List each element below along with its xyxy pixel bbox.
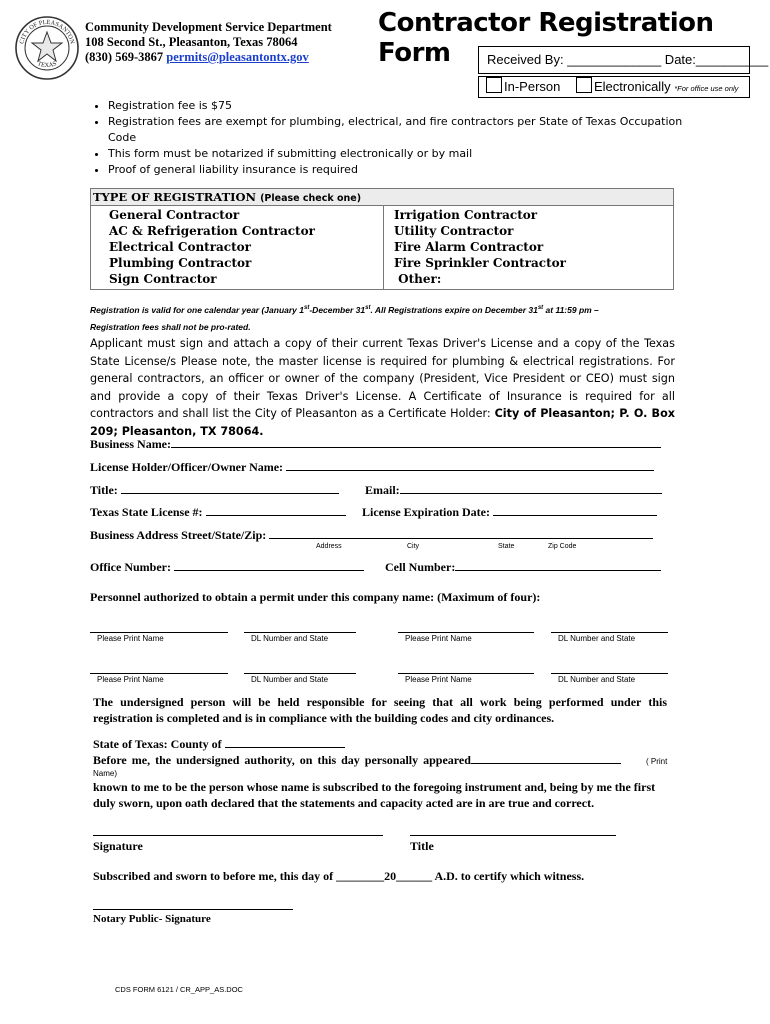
address-sublabel: Address <box>316 543 342 550</box>
validity-note-text: . All Registrations expire on December 31 <box>370 304 538 315</box>
option-electrical[interactable]: Electrical Contractor <box>109 240 251 254</box>
license-holder-row <box>90 460 654 475</box>
department-address: 108 Second St., Pleasanton, Texas 78064 <box>85 35 298 49</box>
print-name-label: Please Print Name <box>405 675 472 684</box>
office-number-label: Office Number: <box>90 560 171 574</box>
license-expiration-input[interactable] <box>493 505 657 516</box>
license-holder-label: License Holder/Officer/Owner Name: <box>90 460 284 474</box>
dl-number-label: DL Number and State <box>251 634 329 643</box>
seal-text-bottom: TEXAS <box>36 60 58 70</box>
business-address-input[interactable] <box>269 528 653 539</box>
appeared-label: Before me, the undersigned authority, on this day personally appeared <box>93 753 471 767</box>
print-name-label: Please Print Name <box>405 634 472 643</box>
subscribed-statement: Subscribed and sworn to before me, this day of ________20______ A.D. to certify which witness. <box>93 869 585 883</box>
registration-type-table <box>90 188 674 290</box>
dl-number-label: DL Number and State <box>558 675 636 684</box>
registration-type-note: (Please check one) <box>260 193 362 204</box>
personnel-dl-line-2[interactable] <box>551 632 668 633</box>
print-name-hint: ( Print <box>646 757 668 766</box>
seal-text-top: CITY OF PLEASANTON <box>18 18 76 45</box>
svg-text:TEXAS <box>36 60 58 69</box>
appeared-row <box>93 753 621 768</box>
validity-note-text: at 11:59 pm – <box>543 304 599 315</box>
title-row <box>90 483 339 498</box>
license-expiration-label: License Expiration Date: <box>362 505 490 519</box>
responsibility-statement: The undersigned person will be held responsible for seeing that all work being performed under this registration is completed and is in compliance with the building codes and city ordinances. <box>93 695 667 725</box>
sworn-statement: known to me to be the person whose name is subscribed to the foregoing instrument and, being by me the first duly sworn, upon oath declared that the statements and capacity acted are in are true and correct. <box>93 780 656 810</box>
dl-number-label: DL Number and State <box>558 634 636 643</box>
personnel-name-line-3[interactable] <box>90 673 228 674</box>
electronically-label: Electronically <box>594 79 671 94</box>
validity-note <box>90 300 680 336</box>
department-email-link[interactable]: permits@pleasantontx.gov <box>166 50 309 64</box>
option-fire-alarm[interactable]: Fire Alarm Contractor <box>394 240 544 254</box>
state-sublabel: State <box>498 543 515 550</box>
registration-type-header <box>91 189 673 206</box>
option-sign[interactable]: Sign Contractor <box>109 272 217 286</box>
electronically-checkbox[interactable] <box>576 77 592 93</box>
validity-note-line2: Registration fees shall not be pro-rated. <box>90 321 251 332</box>
department-name: Community Development Service Department <box>85 20 332 34</box>
office-number-row <box>90 560 364 575</box>
option-other[interactable]: Other: <box>394 272 442 286</box>
certificate-holder: City of Pleasanton; P. O. Box 209; Pleasanton, TX 78064. <box>90 407 675 438</box>
city-sublabel: City <box>407 543 420 550</box>
option-ac-refrigeration[interactable]: AC & Refrigeration Contractor <box>109 224 315 238</box>
personnel-dl-line-1[interactable] <box>244 632 356 633</box>
state-license-input[interactable] <box>206 505 346 516</box>
notary-signature-line[interactable] <box>93 909 293 910</box>
print-name-hint-cont: Name) <box>93 769 118 778</box>
department-contact <box>85 50 332 65</box>
print-name-label: Please Print Name <box>97 675 164 684</box>
validity-note-text: Registration is valid for one calendar year (January 1 <box>90 304 304 315</box>
title-line[interactable] <box>410 835 616 836</box>
validity-note-text: -December 31 <box>309 304 366 315</box>
dl-number-label: DL Number and State <box>251 675 329 684</box>
cell-number-row <box>385 560 661 575</box>
personnel-dl-line-3[interactable] <box>244 673 356 674</box>
personnel-name-line-4[interactable] <box>398 673 534 674</box>
business-name-label: Business Name: <box>90 437 172 451</box>
personnel-name-line-1[interactable] <box>90 632 228 633</box>
validity-sup: st <box>304 305 310 311</box>
signature-label: Signature <box>93 839 143 853</box>
license-expiration-row <box>362 505 657 520</box>
zip-sublabel: Zip Code <box>548 543 577 550</box>
email-label: Email: <box>365 483 400 497</box>
state-license-row <box>90 505 346 520</box>
registration-right-column <box>384 206 566 289</box>
option-fire-sprinkler[interactable]: Fire Sprinkler Contractor <box>394 256 566 270</box>
county-label: State of Texas: County of <box>93 737 222 751</box>
city-seal-logo <box>14 15 80 81</box>
business-address-row <box>90 528 653 543</box>
personnel-name-line-2[interactable] <box>398 632 534 633</box>
list-item: • Proof of general liability insurance is required <box>108 162 688 178</box>
office-use-note: *For office use only <box>674 84 739 93</box>
business-name-row <box>90 437 661 452</box>
submission-method-row <box>478 76 750 98</box>
title-label: Title: <box>90 483 118 497</box>
received-by-field[interactable]: Received By: _____________ Date:__________ <box>478 46 750 74</box>
form-title: Contractor Registration Form <box>378 8 714 68</box>
title-input[interactable] <box>121 483 339 494</box>
state-license-label: Texas State License #: <box>90 505 203 519</box>
cell-number-input[interactable] <box>455 560 661 571</box>
office-number-input[interactable] <box>174 560 364 571</box>
personnel-heading: Personnel authorized to obtain a permit under this company name: (Maximum of four): <box>90 590 541 604</box>
option-irrigation[interactable]: Irrigation Contractor <box>394 208 538 222</box>
business-name-input[interactable] <box>171 437 661 448</box>
instructions-paragraph <box>90 335 675 440</box>
option-general-contractor[interactable]: General Contractor <box>109 208 240 222</box>
email-row <box>365 483 662 498</box>
signature-line[interactable] <box>93 835 383 836</box>
validity-sup: st <box>365 305 371 311</box>
list-item: • This form must be notarized if submitting electronically or by mail <box>108 146 688 162</box>
option-utility[interactable]: Utility Contractor <box>394 224 514 238</box>
print-name-label: Please Print Name <box>97 634 164 643</box>
business-address-label: Business Address Street/State/Zip: <box>90 528 267 542</box>
license-holder-input[interactable] <box>286 460 654 471</box>
option-plumbing[interactable]: Plumbing Contractor <box>109 256 252 270</box>
form-footer-code: CDS FORM 6121 / CR_APP_AS.DOC <box>115 985 243 994</box>
email-input[interactable] <box>400 483 662 494</box>
county-input[interactable] <box>225 737 345 748</box>
department-phone: (830) 569-3867 <box>85 50 164 64</box>
appeared-name-input[interactable] <box>471 753 621 764</box>
notary-signature-label: Notary Public- Signature <box>93 913 211 925</box>
validity-sup: st <box>537 305 544 311</box>
list-item: • Registration fee is $75 <box>108 98 688 114</box>
title-sig-label: Title <box>410 839 434 853</box>
registration-type-title: TYPE OF REGISTRATION <box>93 190 257 204</box>
county-row <box>93 737 345 752</box>
info-bullet-list <box>90 98 688 178</box>
in-person-label: In-Person <box>504 79 561 94</box>
instructions-text: Applicant must sign and attach a copy of their current Texas Driver's License and a copy of the Texas State License/s Please note, the master license is required for plumbing & electrical registrations. For general contractors, an officer or owner of the company (President, Vice President or CEO) must sign and provide a copy of their Texas Driver's License. A Certificate of Insurance is required for all contractors and shall list the City of Pleasanton as a Certificate Holder: <box>90 337 675 420</box>
registration-left-column <box>91 206 384 289</box>
cell-number-label: Cell Number: <box>385 560 456 574</box>
in-person-checkbox[interactable] <box>486 77 502 93</box>
list-item: • Registration fees are exempt for plumbing, electrical, and fire contractors per State of Texas Occupation Code <box>108 114 688 146</box>
department-block <box>85 20 332 65</box>
personnel-dl-line-4[interactable] <box>551 673 668 674</box>
